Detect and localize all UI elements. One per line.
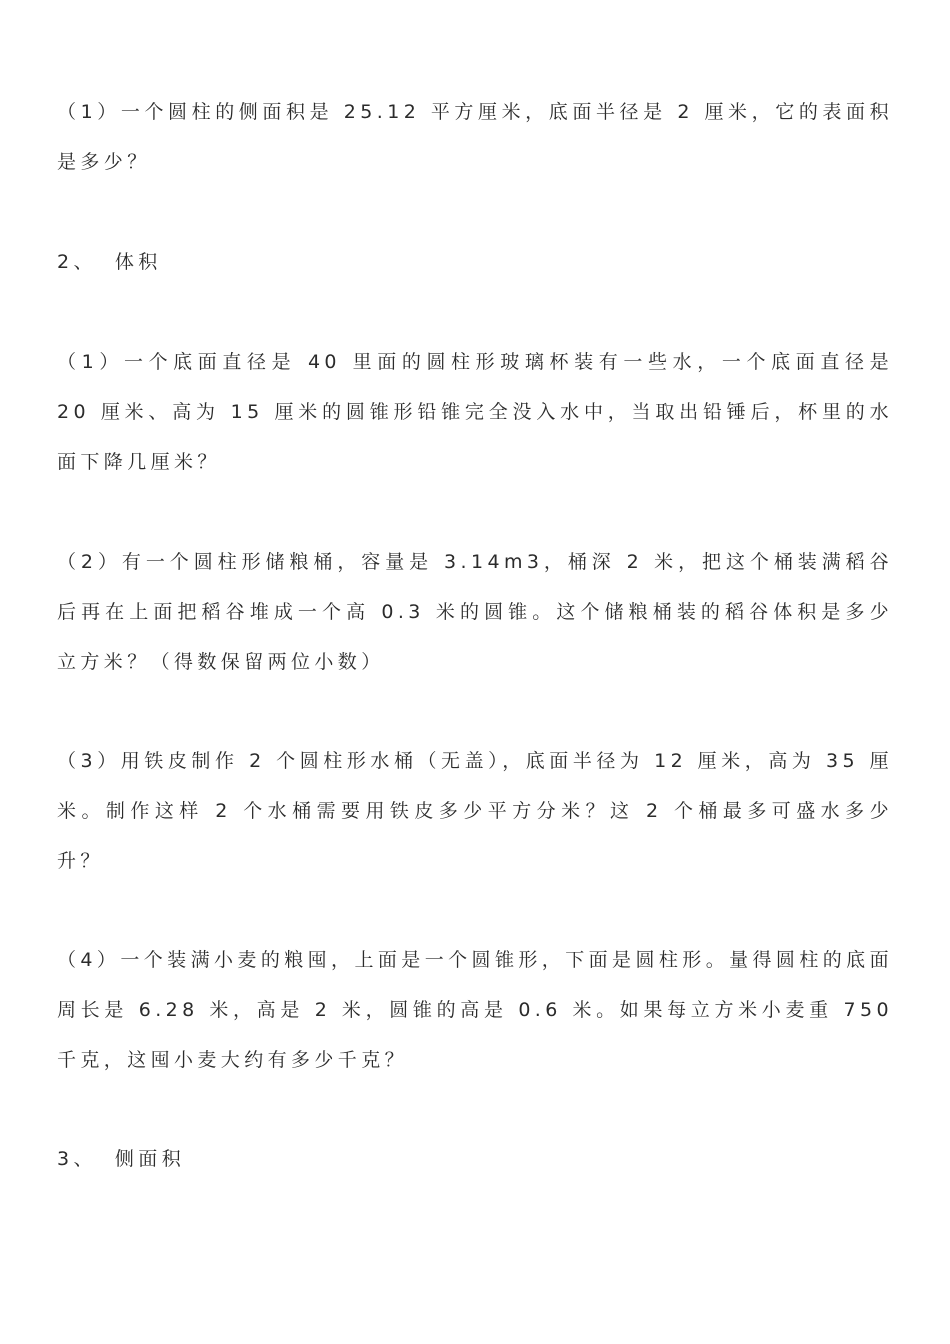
section-number: 3、 [57, 1148, 97, 1170]
section-title: 体积 [114, 251, 162, 273]
question-volume-1: （1）一个底面直径是 40 里面的圆柱形玻璃杯装有一些水，一个底面直径是 20 厘米、高为 15 厘米的圆锥形铅锥完全没入水中，当取出铅锤后，杯里的水面下降几厘米？ [57, 351, 893, 473]
question-1-surface-area: （1）一个圆柱的侧面积是 25.12 平方厘米，底面半径是 2 厘米，它的表面积是多少？ [57, 101, 893, 173]
section-heading-volume [57, 237, 162, 287]
section-number: 2、 [57, 251, 97, 273]
question-volume-3: （3）用铁皮制作 2 个圆柱形水桶（无盖），底面半径为 12 厘米，高为 35 厘米。制作这样 2 个水桶需要用铁皮多少平方分米？这 2 个桶最多可盛水多少升？ [57, 750, 893, 872]
question-volume-2: （2）有一个圆柱形储粮桶，容量是 3.14m3，桶深 2 米，把这个桶装满稻谷后再在上面把稻谷堆成一个高 0.3 米的圆锥。这个储粮桶装的稻谷体积是多少立方米？（得数保留两位小数） [57, 551, 893, 673]
question-volume-4: （4）一个装满小麦的粮囤，上面是一个圆锥形，下面是圆柱形。量得圆柱的底面周长是 6.28 米，高是 2 米，圆锥的高是 0.6 米。如果每立方米小麦重 750 千克，这囤小麦大约有多少千克？ [57, 949, 893, 1071]
section-title: 侧面积 [114, 1148, 186, 1170]
section-heading-lateral-area [57, 1134, 185, 1184]
